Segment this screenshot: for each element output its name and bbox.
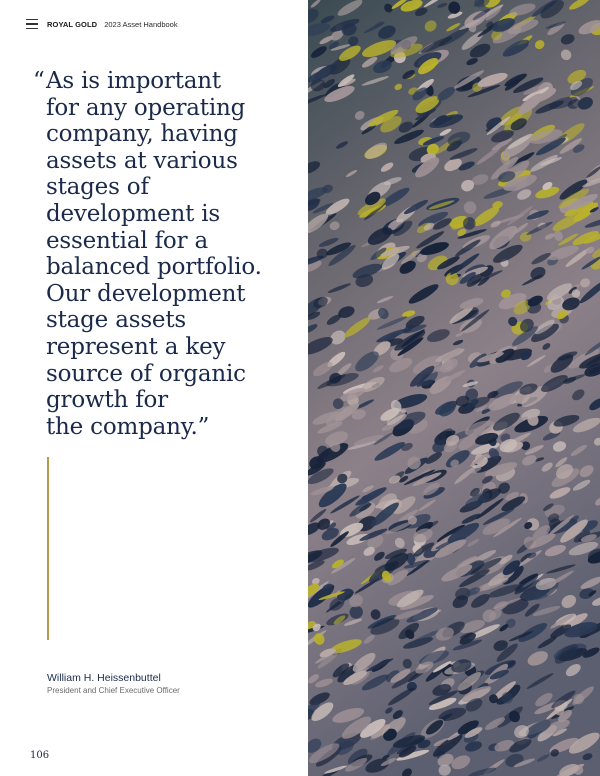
open-quote-mark: “	[33, 68, 45, 94]
quote-line: for any operating	[46, 94, 246, 121]
quote-line: stages of	[46, 174, 149, 201]
quote-line: stage assets	[46, 307, 186, 334]
document-title: 2023 Asset Handbook	[104, 19, 178, 29]
quote-line	[33, 68, 298, 95]
attribution-name: William H. Heissenbuttel	[47, 672, 161, 684]
quote-line: Our development	[46, 280, 246, 307]
quote-line: source of organic	[46, 360, 246, 387]
hamburger-menu-icon[interactable]	[26, 19, 38, 29]
attribution-role: President and Chief Executive Officer	[47, 686, 180, 695]
ore-rock-photo	[308, 0, 600, 776]
close-quote-mark: ”	[197, 413, 210, 440]
quote-line-text: As is important	[46, 68, 221, 94]
page-number: 106	[30, 750, 50, 761]
quote-line: growth for	[46, 387, 168, 414]
quote-line	[33, 414, 298, 441]
page-header	[26, 17, 178, 31]
quote-line: essential for a	[46, 227, 208, 254]
quote-line: company, having	[46, 121, 238, 148]
quote-line-text: the company.	[46, 413, 198, 440]
quote-line: balanced portfolio.	[46, 254, 262, 281]
pull-quote	[33, 68, 298, 440]
quote-line: represent a key	[46, 333, 226, 360]
brand-name: ROYAL GOLD	[47, 19, 98, 29]
quote-line: assets at various	[46, 147, 238, 174]
gold-accent-rule	[47, 457, 49, 640]
ore-texture-graphic	[308, 0, 600, 776]
quote-line: development is	[46, 200, 221, 227]
